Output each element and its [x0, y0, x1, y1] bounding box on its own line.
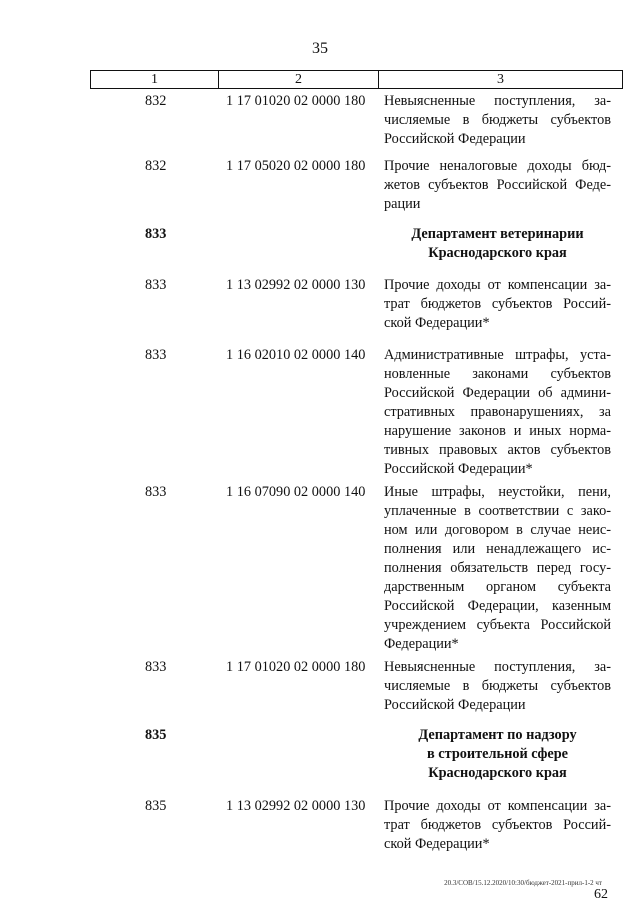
description-line: учреждением субъекта Российской [384, 617, 611, 633]
description-line: Прочие неналоговые доходы бюд- [384, 158, 611, 174]
description-line: трат бюджетов субъектов Россий- [384, 296, 611, 312]
header-col-1: 1 [91, 71, 219, 88]
description-line: Невыясненные поступления, за- [384, 659, 611, 675]
budget-classification-code: 1 17 05020 02 0000 180 [226, 158, 366, 174]
income-description [384, 92, 611, 149]
description-line: Прочие доходы от компенсации за- [384, 277, 611, 293]
budget-classification-code: 1 13 02992 02 0000 130 [226, 277, 366, 293]
description-line: Краснодарского края [428, 765, 567, 781]
description-line: Департамент по надзору [418, 727, 577, 743]
table-header [90, 70, 623, 89]
admin-code: 833 [145, 659, 167, 675]
description-line: Департамент ветеринарии [411, 226, 584, 242]
admin-code: 833 [145, 484, 167, 500]
page-number: 35 [312, 40, 328, 57]
budget-classification-code: 1 16 07090 02 0000 140 [226, 484, 366, 500]
description-line: Российской Федерации, казенным [384, 598, 611, 614]
description-line: числяемые в бюджеты субъектов [384, 112, 611, 128]
description-line: полнения обязательств перед госу- [384, 560, 611, 576]
description-line: нарушение законов и иных норма- [384, 423, 611, 439]
description-line: Прочие доходы от компенсации за- [384, 798, 611, 814]
footer-document-code: 20.3/СОВ/15.12.2020/10:30/бюджет-2021-прил-1-2 чт [444, 879, 602, 887]
income-description [384, 276, 611, 333]
admin-code: 832 [145, 93, 167, 109]
description-line: трат бюджетов субъектов Россий- [384, 817, 611, 833]
income-description [384, 157, 611, 214]
budget-classification-code: 1 17 01020 02 0000 180 [226, 93, 366, 109]
description-line: Российской Федерации* [384, 461, 533, 477]
department-name [384, 225, 611, 263]
description-line: стративных правонарушениях, за [384, 404, 611, 420]
description-line: Российской Федерации об админи- [384, 385, 611, 401]
budget-classification-code: 1 16 02010 02 0000 140 [226, 347, 366, 363]
description-line: тивных правовых актов субъектов [384, 442, 611, 458]
description-line: числяемые в бюджеты субъектов [384, 678, 611, 694]
description-line: новленные законами субъектов [384, 366, 611, 382]
description-line: ном или договором в случае неис- [384, 522, 611, 538]
description-line: Невыясненные поступления, за- [384, 93, 611, 109]
description-line: в строительной сфере [426, 746, 568, 762]
header-col-3: 3 [497, 72, 504, 87]
admin-code: 833 [145, 226, 167, 242]
admin-code: 833 [145, 277, 167, 293]
income-description [384, 797, 611, 854]
description-line: Краснодарского края [428, 245, 567, 261]
description-line: ской Федерации* [384, 836, 490, 852]
description-line: Иные штрафы, неустойки, пени, [384, 484, 611, 500]
budget-classification-code: 1 17 01020 02 0000 180 [226, 659, 366, 675]
description-line: Административные штрафы, уста- [384, 347, 611, 363]
income-description [384, 483, 611, 654]
income-description [384, 658, 611, 715]
description-line: Российской Федерации [384, 697, 526, 713]
description-line: дарственным органом субъекта [384, 579, 611, 595]
description-line: Российской Федерации [384, 131, 526, 147]
description-line: полнения или ненадлежащего ис- [384, 541, 611, 557]
header-col-2: 2 [219, 71, 379, 88]
description-line: уплаченные в соответствии с зако- [384, 503, 611, 519]
admin-code: 835 [145, 798, 167, 814]
description-line: рации [384, 196, 421, 212]
admin-code: 833 [145, 347, 167, 363]
admin-code: 835 [145, 727, 167, 743]
description-line: Федерации* [384, 636, 459, 652]
budget-classification-code: 1 13 02992 02 0000 130 [226, 798, 366, 814]
department-name [384, 726, 611, 783]
description-line: ской Федерации* [384, 315, 490, 331]
footer-page-number: 62 [594, 887, 608, 902]
admin-code: 832 [145, 158, 167, 174]
description-line: жетов субъектов Российской Феде- [384, 177, 611, 193]
income-description [384, 346, 611, 479]
